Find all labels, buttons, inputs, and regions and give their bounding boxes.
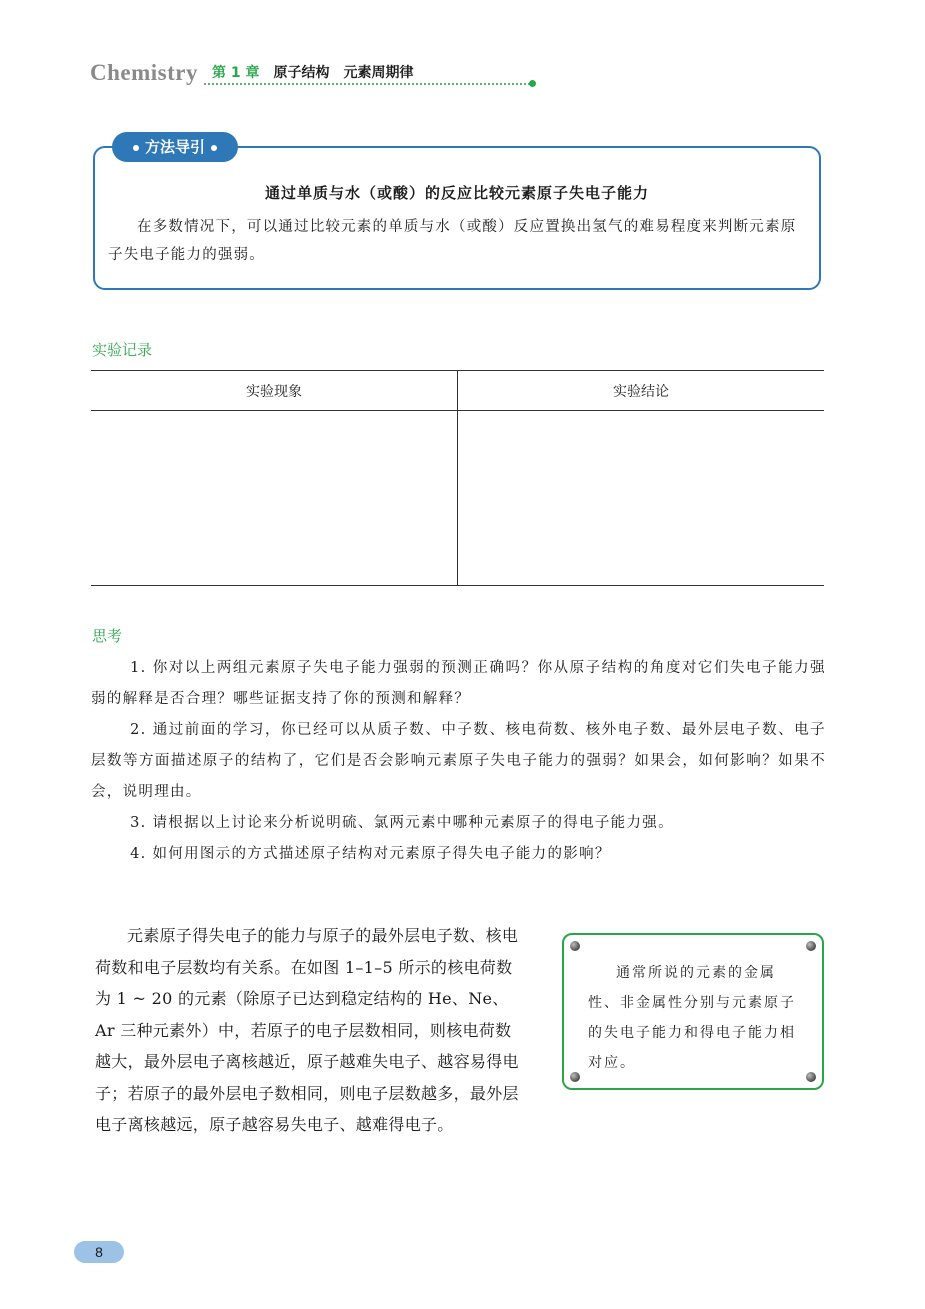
- rivet-icon: [570, 941, 580, 951]
- method-guide-tag: [112, 132, 238, 162]
- table-header-conclusion: 实验结论: [613, 384, 669, 400]
- think-question-2: 2. 通过前面的学习，你已经可以从质子数、中子数、核电荷数、核外电子数、最外层电子数、电子层数等方面描述原子的结构了，它们是否会影响元素原子失电子能力的强弱？如果会，如何影响？如果不会，说明理由。: [91, 722, 826, 800]
- table-column-divider: [457, 371, 458, 585]
- table-header-divider: [91, 410, 824, 411]
- page-number: 8: [74, 1241, 124, 1263]
- record-table: [91, 370, 824, 586]
- chapter-title-part2: 元素周期律: [343, 65, 414, 81]
- chapter-number: 第 1 章: [212, 65, 260, 81]
- header-dot-end: [529, 80, 536, 87]
- rivet-icon: [806, 1072, 816, 1082]
- think-question-4: 4. 如何用图示的方式描述原子结构对元素原子得失电子能力的影响？: [130, 846, 611, 862]
- method-guide-title: 通过单质与水（或酸）的反应比较元素原子失电子能力: [264, 184, 649, 202]
- main-paragraph: 元素原子得失电子的能力与原子的最外层电子数、核电荷数和电子层数均有关系。在如图 1–1–5 所示的核电荷数为 1 ~ 20 的元素（除原子已达到稳定结构的 He、Ne、Ar 三种元素外）中，若原子的电子层数相同，则核电荷数越大，最外层电子离核越近，原子越难失电子、越容易得电子；若原子的最外层电子数相同，则电子层数越多，最外层电子离核越远，原子越容易失电子、越难得电子。: [95, 926, 519, 1134]
- tag-dot-right: [211, 145, 217, 151]
- think-question-1: 1. 你对以上两组元素原子失电子能力强弱的预测正确吗？你从原子结构的角度对它们失电子能力强弱的解释是否合理？哪些证据支持了你的预测和解释？: [91, 660, 826, 707]
- table-header-phenomenon: 实验现象: [246, 384, 302, 400]
- side-note-text: 通常所说的元素的金属性、非金属性分别与元素原子的失电子能力和得电子能力相对应。: [588, 965, 796, 1071]
- method-guide-label: 方法导引: [144, 138, 205, 156]
- brand-title: Chemistry: [90, 60, 198, 85]
- header-dotted-rule: [204, 83, 534, 85]
- rivet-icon: [806, 941, 816, 951]
- think-section-label: 思考: [92, 627, 123, 645]
- chapter-heading: [212, 62, 414, 82]
- think-question-3: 3. 请根据以上讨论来分析说明硫、氯两元素中哪种元素原子的得电子能力强。: [130, 815, 674, 831]
- rivet-icon: [570, 1072, 580, 1082]
- think-question-list: [91, 653, 826, 870]
- tag-dot-left: [133, 145, 139, 151]
- record-section-label: 实验记录: [92, 341, 153, 359]
- chapter-title-part1: 原子结构: [273, 65, 330, 81]
- method-guide-body: 在多数情况下，可以通过比较元素的单质与水（或酸）反应置换出氢气的难易程度来判断元素原子失电子能力的强弱。: [108, 219, 797, 263]
